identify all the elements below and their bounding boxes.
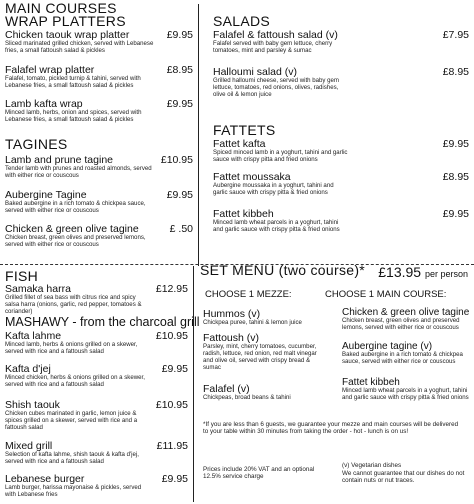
item-description: Falafel, tomato, pickled turnip & tahini, served with Lebanese fries, a small fattoush salad & pickles (5, 75, 141, 89)
item-price: £10.95 (155, 330, 188, 342)
mezze-item (203, 309, 321, 327)
item-price: £8.95 (442, 171, 469, 183)
menu-item (5, 190, 193, 215)
mezze-item (203, 333, 321, 372)
item-name: Falafel (v) (203, 383, 250, 395)
item-name: Chicken & green olive tagine (5, 223, 139, 235)
item-description: Grilled fillet of sea bass with citrus rice and spicy salsa harra (onions, garlic, red pepper, tomatoes & coriander) (5, 294, 142, 315)
tagines-heading: TAGINES (5, 136, 68, 152)
item-name: Chicken & green olive tagine (342, 307, 470, 318)
item-name: Kafta d'jej (5, 363, 51, 375)
menu-item (5, 364, 188, 389)
item-name: Fattoush (v) (203, 332, 260, 344)
set-menu-title: SET MENU (two course)* (200, 262, 366, 278)
item-description: Minced lamb wheat parcels in a yoghurt, tahini and garlic sauce with crispy pitta & fried onions (213, 219, 340, 233)
item-description: Chicken breast, green olives and preserved lemons, served with either rice or couscous (342, 317, 460, 331)
item-description: Baked aubergine in a rich tomato & chickpea sauce, served with either rice or couscous (5, 200, 146, 214)
item-description: Chickpea puree, tahini & lemon juice (203, 319, 302, 326)
item-name: Shish taouk (5, 399, 60, 411)
item-description: Baked aubergine in a rich tomato & chickpea sauce, served with either rice or couscous (342, 351, 463, 365)
item-price: £9.95 (166, 98, 193, 110)
set-menu-price-value: £13.95 (378, 264, 422, 280)
mashawy-heading: MASHAWY - from the charcoal grill (5, 315, 200, 329)
item-description: Selection of kafta lahme, shish taouk & kafta d'jej, served with rice and a fattoush salad (5, 451, 139, 465)
vat-note: Prices include 20% VAT and an optional 12.5% service charge (203, 466, 315, 480)
item-name: Aubergine tagine (v) (342, 341, 433, 352)
item-name: Mixed grill (5, 440, 53, 452)
menu-item (5, 224, 193, 249)
item-price: £9.95 (166, 29, 193, 41)
choose-mezze-heading: CHOOSE 1 MEZZE: (205, 289, 292, 300)
item-price: £9.95 (161, 363, 188, 375)
item-name: Fattet kibbeh (213, 208, 274, 220)
item-name: Fattet kibbeh (342, 377, 400, 388)
item-name: Aubergine Tagine (5, 189, 87, 201)
column-divider-bottom (193, 266, 194, 502)
menu-item (213, 30, 469, 55)
item-description: Tender lamb with prunes and roasted almonds, served with either rice or couscous (5, 165, 152, 179)
item-price: £ .50 (169, 223, 193, 235)
item-price: £10.95 (160, 154, 193, 166)
menu-item (213, 67, 469, 99)
item-price: £9.95 (442, 208, 469, 220)
set-menu-price (378, 264, 468, 280)
item-description: Sliced marinated grilled chicken, served with Lebanese fries, a small fattoush salad & pickles (5, 40, 154, 54)
mezze-item (203, 384, 321, 402)
menu-item (5, 155, 193, 180)
item-name: Fattet moussaka (213, 171, 291, 183)
choose-main-heading: CHOOSE 1 MAIN COURSE: (325, 289, 447, 300)
item-description: Chickpeas, broad beans & tahini (203, 394, 291, 401)
menu-item (5, 441, 188, 466)
main-item (342, 377, 472, 402)
item-name: Halloumi salad (v) (213, 66, 298, 78)
menu-item (5, 400, 188, 432)
fish-heading: FISH (5, 268, 39, 284)
item-name: Lebanese burger (5, 473, 85, 485)
fattets-heading: FATTETS (213, 122, 276, 138)
item-price: £9.95 (442, 138, 469, 150)
main-item (342, 307, 472, 332)
item-name: Chicken taouk wrap platter (5, 29, 130, 41)
item-price: £7.95 (442, 29, 469, 41)
wrap-platters-heading: WRAP PLATTERS (5, 13, 126, 29)
allergy-note: We cannot guarantee that our dishes do not contain nuts or nut traces. (342, 470, 465, 484)
set-menu-price-unit: per person (424, 269, 468, 279)
menu-item (5, 284, 188, 316)
item-price: £8.95 (166, 64, 193, 76)
set-menu-footnote: *If you are less than 6 guests, we guarantee your mezze and main courses will be delivered to your table within 30 minutes from taking the order - hot - lunch is on us! (203, 421, 459, 435)
item-description: Falafel served with baby gem lettuce, cherry tomatoes, mint and parsley & sumac (213, 40, 333, 54)
item-price: £8.95 (442, 66, 469, 78)
menu-item (213, 139, 469, 164)
item-description: Minced lamb, herbs, onion and spices, served with Lebanese fries, a small fattoush salad & pickles (5, 109, 142, 123)
main-courses-title: MAIN COURSES (5, 0, 117, 16)
item-description: Spiced minced lamb in a yoghurt, tahini and garlic sauce with crispy pitta and fried onions (213, 149, 348, 163)
item-price: £9.95 (161, 473, 188, 485)
item-name: Hummos (v) (203, 308, 261, 320)
vegetarian-note: (v) Vegetarian dishes (342, 462, 402, 469)
item-price: £10.95 (155, 399, 188, 411)
item-name: Kafta lahme (5, 330, 62, 342)
item-description: Lamb burger, harissa mayonaise & pickles, served with Lebanese fries (5, 484, 142, 498)
item-description: Minced chicken, herbs & onions grilled on a skewer, served with rice and a fattoush salad (5, 374, 145, 388)
menu-item (213, 172, 469, 197)
main-item (342, 341, 472, 366)
item-name: Samaka harra (5, 283, 71, 295)
item-description: Chicken breast, green olives and preserved lemons, served with either rice or couscous (5, 234, 146, 248)
item-price: £9.95 (166, 189, 193, 201)
menu-item (213, 209, 469, 234)
menu-item (5, 474, 188, 499)
item-name: Falafel & fattoush salad (v) (213, 29, 338, 41)
item-price: £11.95 (156, 440, 188, 452)
item-name: Lamb kafta wrap (5, 98, 83, 110)
item-description: Aubergine moussaka in a yoghurt, tahini and garlic sauce with crispy pitta & fried onions (213, 182, 334, 196)
item-description: Minced lamb, herbs & onions grilled on a skewer, served with rice and a fattoush salad (5, 341, 138, 355)
salads-heading: SALADS (213, 13, 271, 29)
item-name: Falafel wrap platter (5, 64, 95, 76)
item-description: Parsley, mint, cherry tomatoes, cucumber, radish, lettuce, red onion, red malt vinegar and olive oil, served with crispy bread & sumac (203, 343, 317, 371)
item-price: £12.95 (155, 283, 188, 295)
menu-item (5, 331, 188, 356)
item-description: Minced lamb wheat parcels in a yoghurt, tahini and garlic sauce with crispy pitta & fried onions (342, 387, 469, 401)
menu-item (5, 30, 193, 55)
item-description: Chicken cubes marinated in garlic, lemon juice & spices grilled on a skewer, served with rice and a fattoush salad (5, 410, 138, 431)
column-divider-top (198, 4, 199, 266)
menu-item (5, 99, 193, 124)
item-description: Grilled halloumi cheese, served with baby gem lettuce, tomatoes, red onions, olives, radishes, olive oil & lemon juice (213, 77, 339, 98)
item-name: Lamb and prune tagine (5, 154, 113, 166)
item-name: Fattet kafta (213, 138, 266, 150)
menu-item (5, 65, 193, 90)
